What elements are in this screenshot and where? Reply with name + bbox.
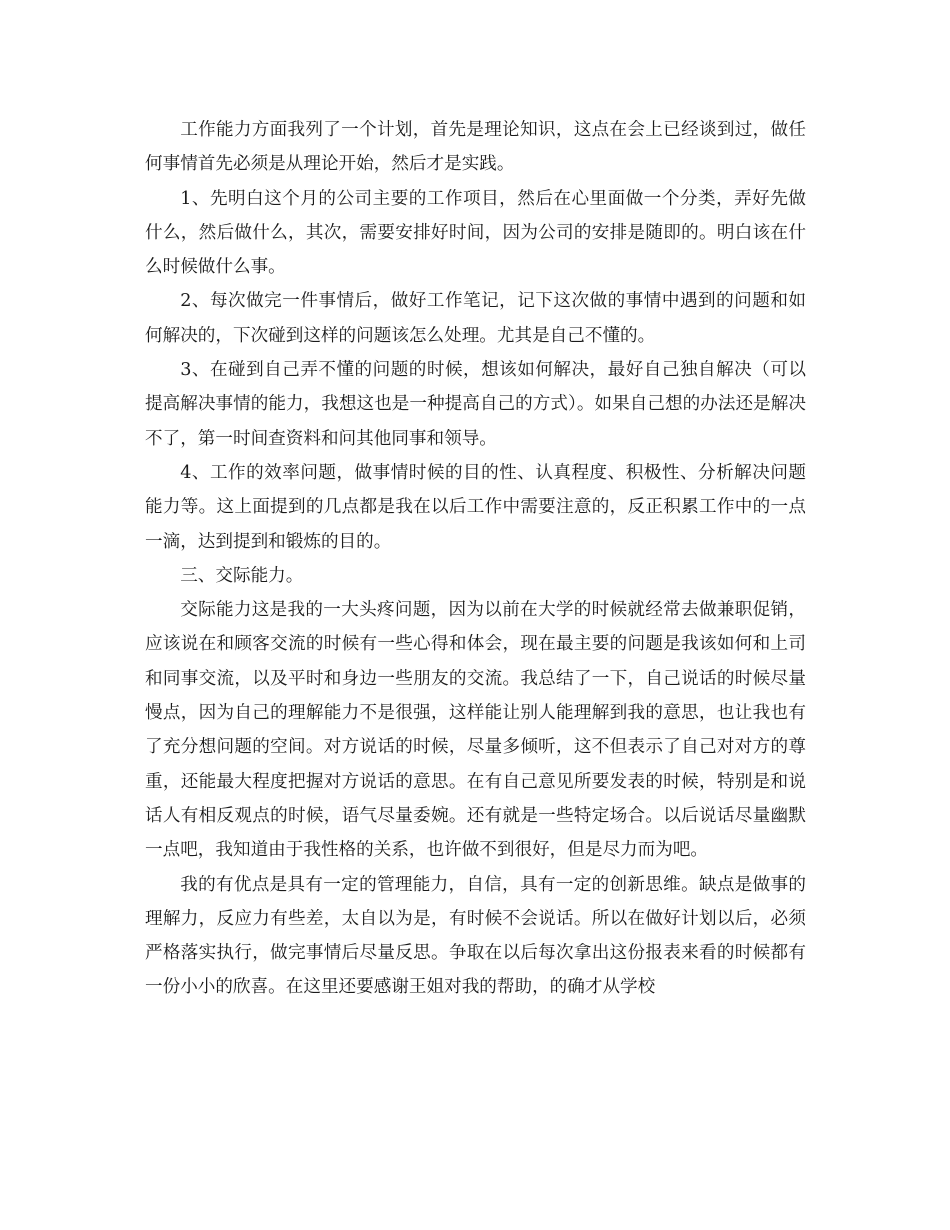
paragraph-item-4: 4、工作的效率问题，做事情时候的目的性、认真程度、积极性、分析解决问题能力等。这上面提到的几点都是我在以后工作中需要注意的，反正积累工作中的一点一滴，达到提到和锻炼的目的。 xyxy=(145,462,806,552)
paragraph-item-1: 1、先明白这个月的公司主要的工作项目，然后在心里面做一个分类，弄好先做什么，然后做什么，其次，需要安排好时间，因为公司的安排是随即的。明白该在什么时候做什么事。 xyxy=(145,188,806,278)
paragraph-item-3: 3、在碰到自己弄不懂的问题的时候，想该如何解决，最好自己独自解决（可以提高解决事情的能力，我想这也是一种提高自己的方式）。如果自己想的办法还是解决不了，第一时间查资料和问其他同事和领导。 xyxy=(145,360,806,449)
section-heading-communication: 三、交际能力。 xyxy=(180,565,304,586)
paragraph-communication: 交际能力这是我的一大头疼问题，因为以前在大学的时候就经常去做兼职促销，应该说在和顾客交流的时候有一些心得和体会，现在最主要的问题是我该如何和上司和同事交流，以及平时和身边一些朋友的交流。我总结了一下，自己说话的时候尽量慢点，因为自己的理解能力不是很强，这样能让别人能理解到我的意思，也让我也有了充分想问题的空间。对方说话的时候，尽量多倾听，这不但表示了自己对对方的尊重，还能最大程度把握对方说话的意思。在有自己意见所要发表的时候，特别是和说话人有相反观点的时候，语气尽量委婉。还有就是一些特定场合。以后说话尽量幽默一点吧，我知道由于我性格的关系，也许做不到很好，但是尽力而为吧。 xyxy=(145,600,806,861)
document-page xyxy=(145,113,806,1005)
paragraph-item-2: 2、每次做完一件事情后，做好工作笔记，记下这次做的事情中遇到的问题和如何解决的，下次碰到这样的问题该怎么处理。尤其是自己不懂的。 xyxy=(145,291,806,346)
paragraph-plan-intro: 工作能力方面我列了一个计划，首先是理论知识，这点在会上已经谈到过，做任何事情首先必须是从理论开始，然后才是实践。 xyxy=(145,120,806,175)
paragraph-strengths-weaknesses: 我的有优点是具有一定的管理能力，自信，具有一定的创新思维。缺点是做事的理解力，反应力有些差，太自以为是，有时候不会说话。所以在做好计划以后，必须严格落实执行，做完事情后尽量反思。争取在以后每次拿出这份报表来看的时候都有一份小小的欣喜。在这里还要感谢王姐对我的帮助，的确才从学校 xyxy=(145,874,806,998)
